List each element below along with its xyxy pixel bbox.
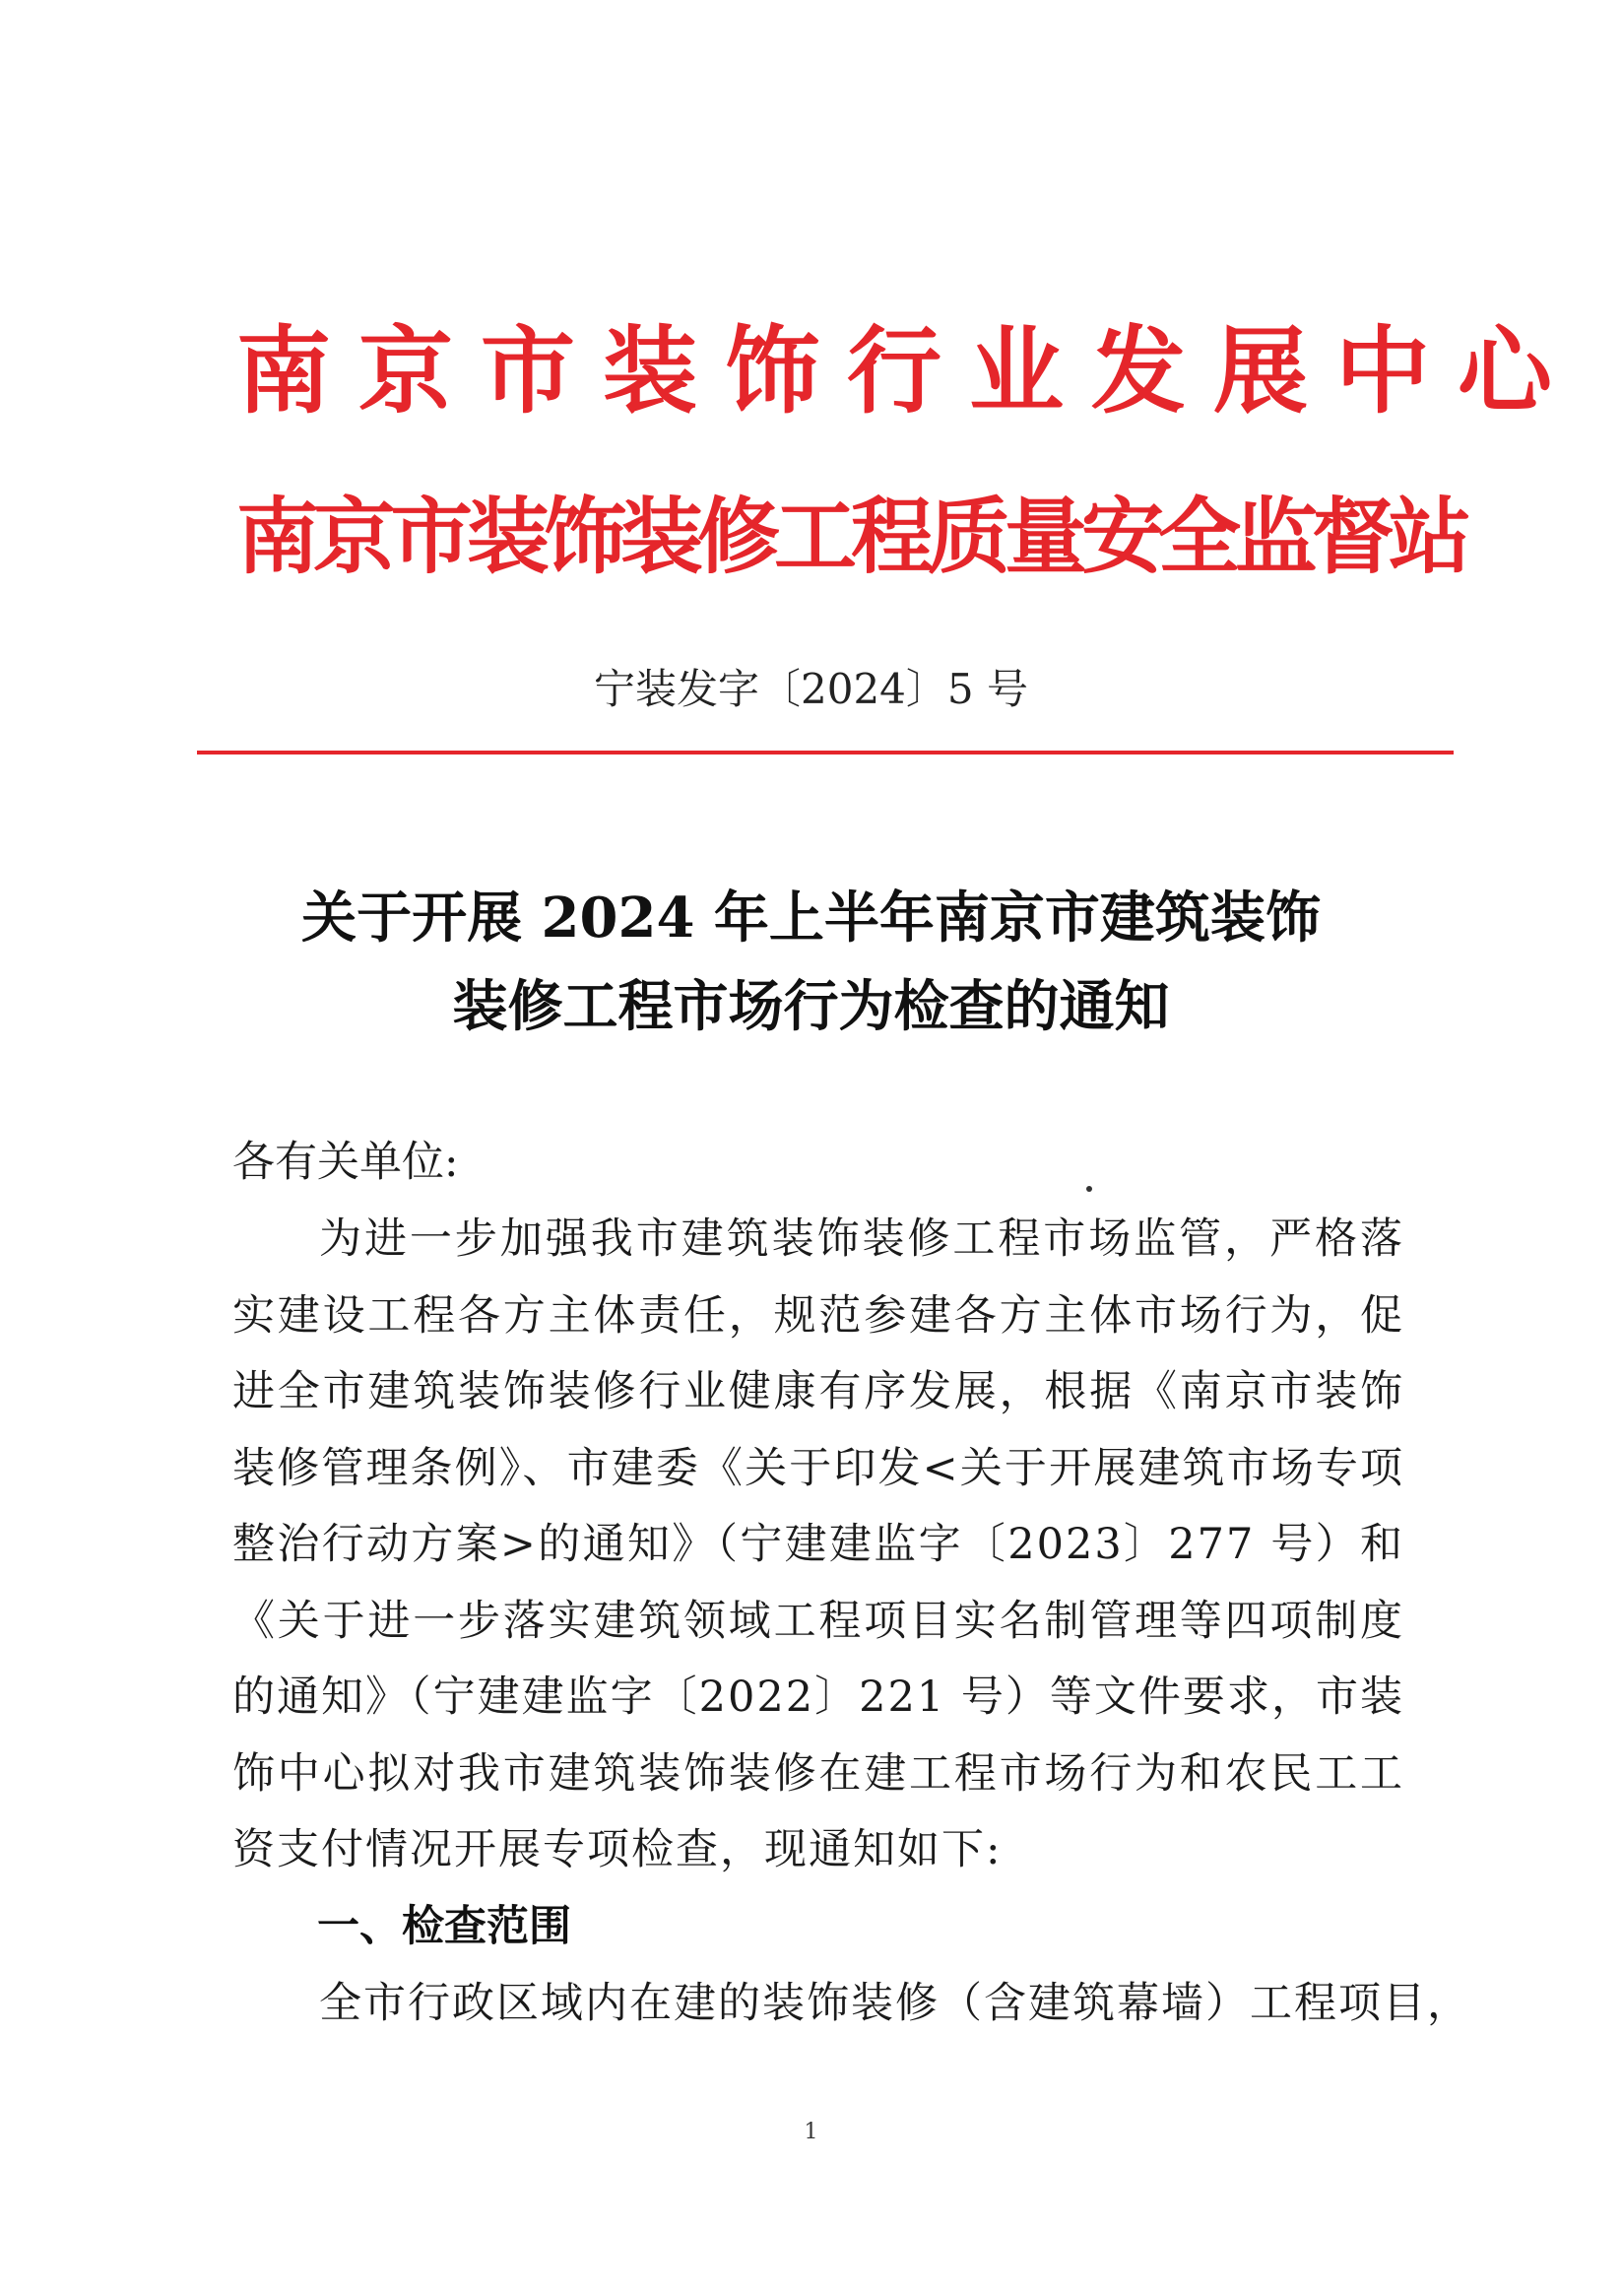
section-heading-scope: 一、检查范围: [317, 1902, 571, 1951]
body-paragraph-intro: 为进一步加强我市建筑装饰装修工程市场监管，严格落实建设工程各方主体责任，规范参建各方主体市场行为，促进全市建筑装饰装修行业健康有序发展，根据《南京市装饰装修管理条例》、市建委《关于印发<关于开展建筑市场专项整治行动方案>的通知》（宁建建监字〔2023〕277 号）和《关于进一步落实建筑领域工程项目实名制管理等四项制度的通知》（宁建建监字〔2022〕221 号）等文件要求，市装饰中心拟对我市建筑装饰装修在建工程市场行为和农民工工资支付情况开展专项检查，现通知如下:: [232, 1214, 1404, 1874]
scan-speck: [1086, 1186, 1092, 1192]
red-divider-line: [197, 751, 1454, 754]
page-number: 1: [804, 2120, 818, 2144]
body-paragraph-scope: 全市行政区域内在建的装饰装修（含建筑幕墙）工程项目，: [319, 1979, 1471, 2028]
issuing-org-line2: 南京市装饰装修工程质量安全监督站: [236, 488, 1466, 585]
document-title-line1: 关于开展 2024 年上半年南京市建筑装饰: [301, 886, 1321, 951]
document-title-line2: 装修工程市场行为检查的通知: [452, 974, 1170, 1039]
document-number: 宁装发字〔2024〕5 号: [594, 665, 1028, 713]
salutation: 各有关单位:: [232, 1138, 459, 1187]
issuing-org-line1: 南京市装饰行业发展中心: [236, 315, 1580, 426]
